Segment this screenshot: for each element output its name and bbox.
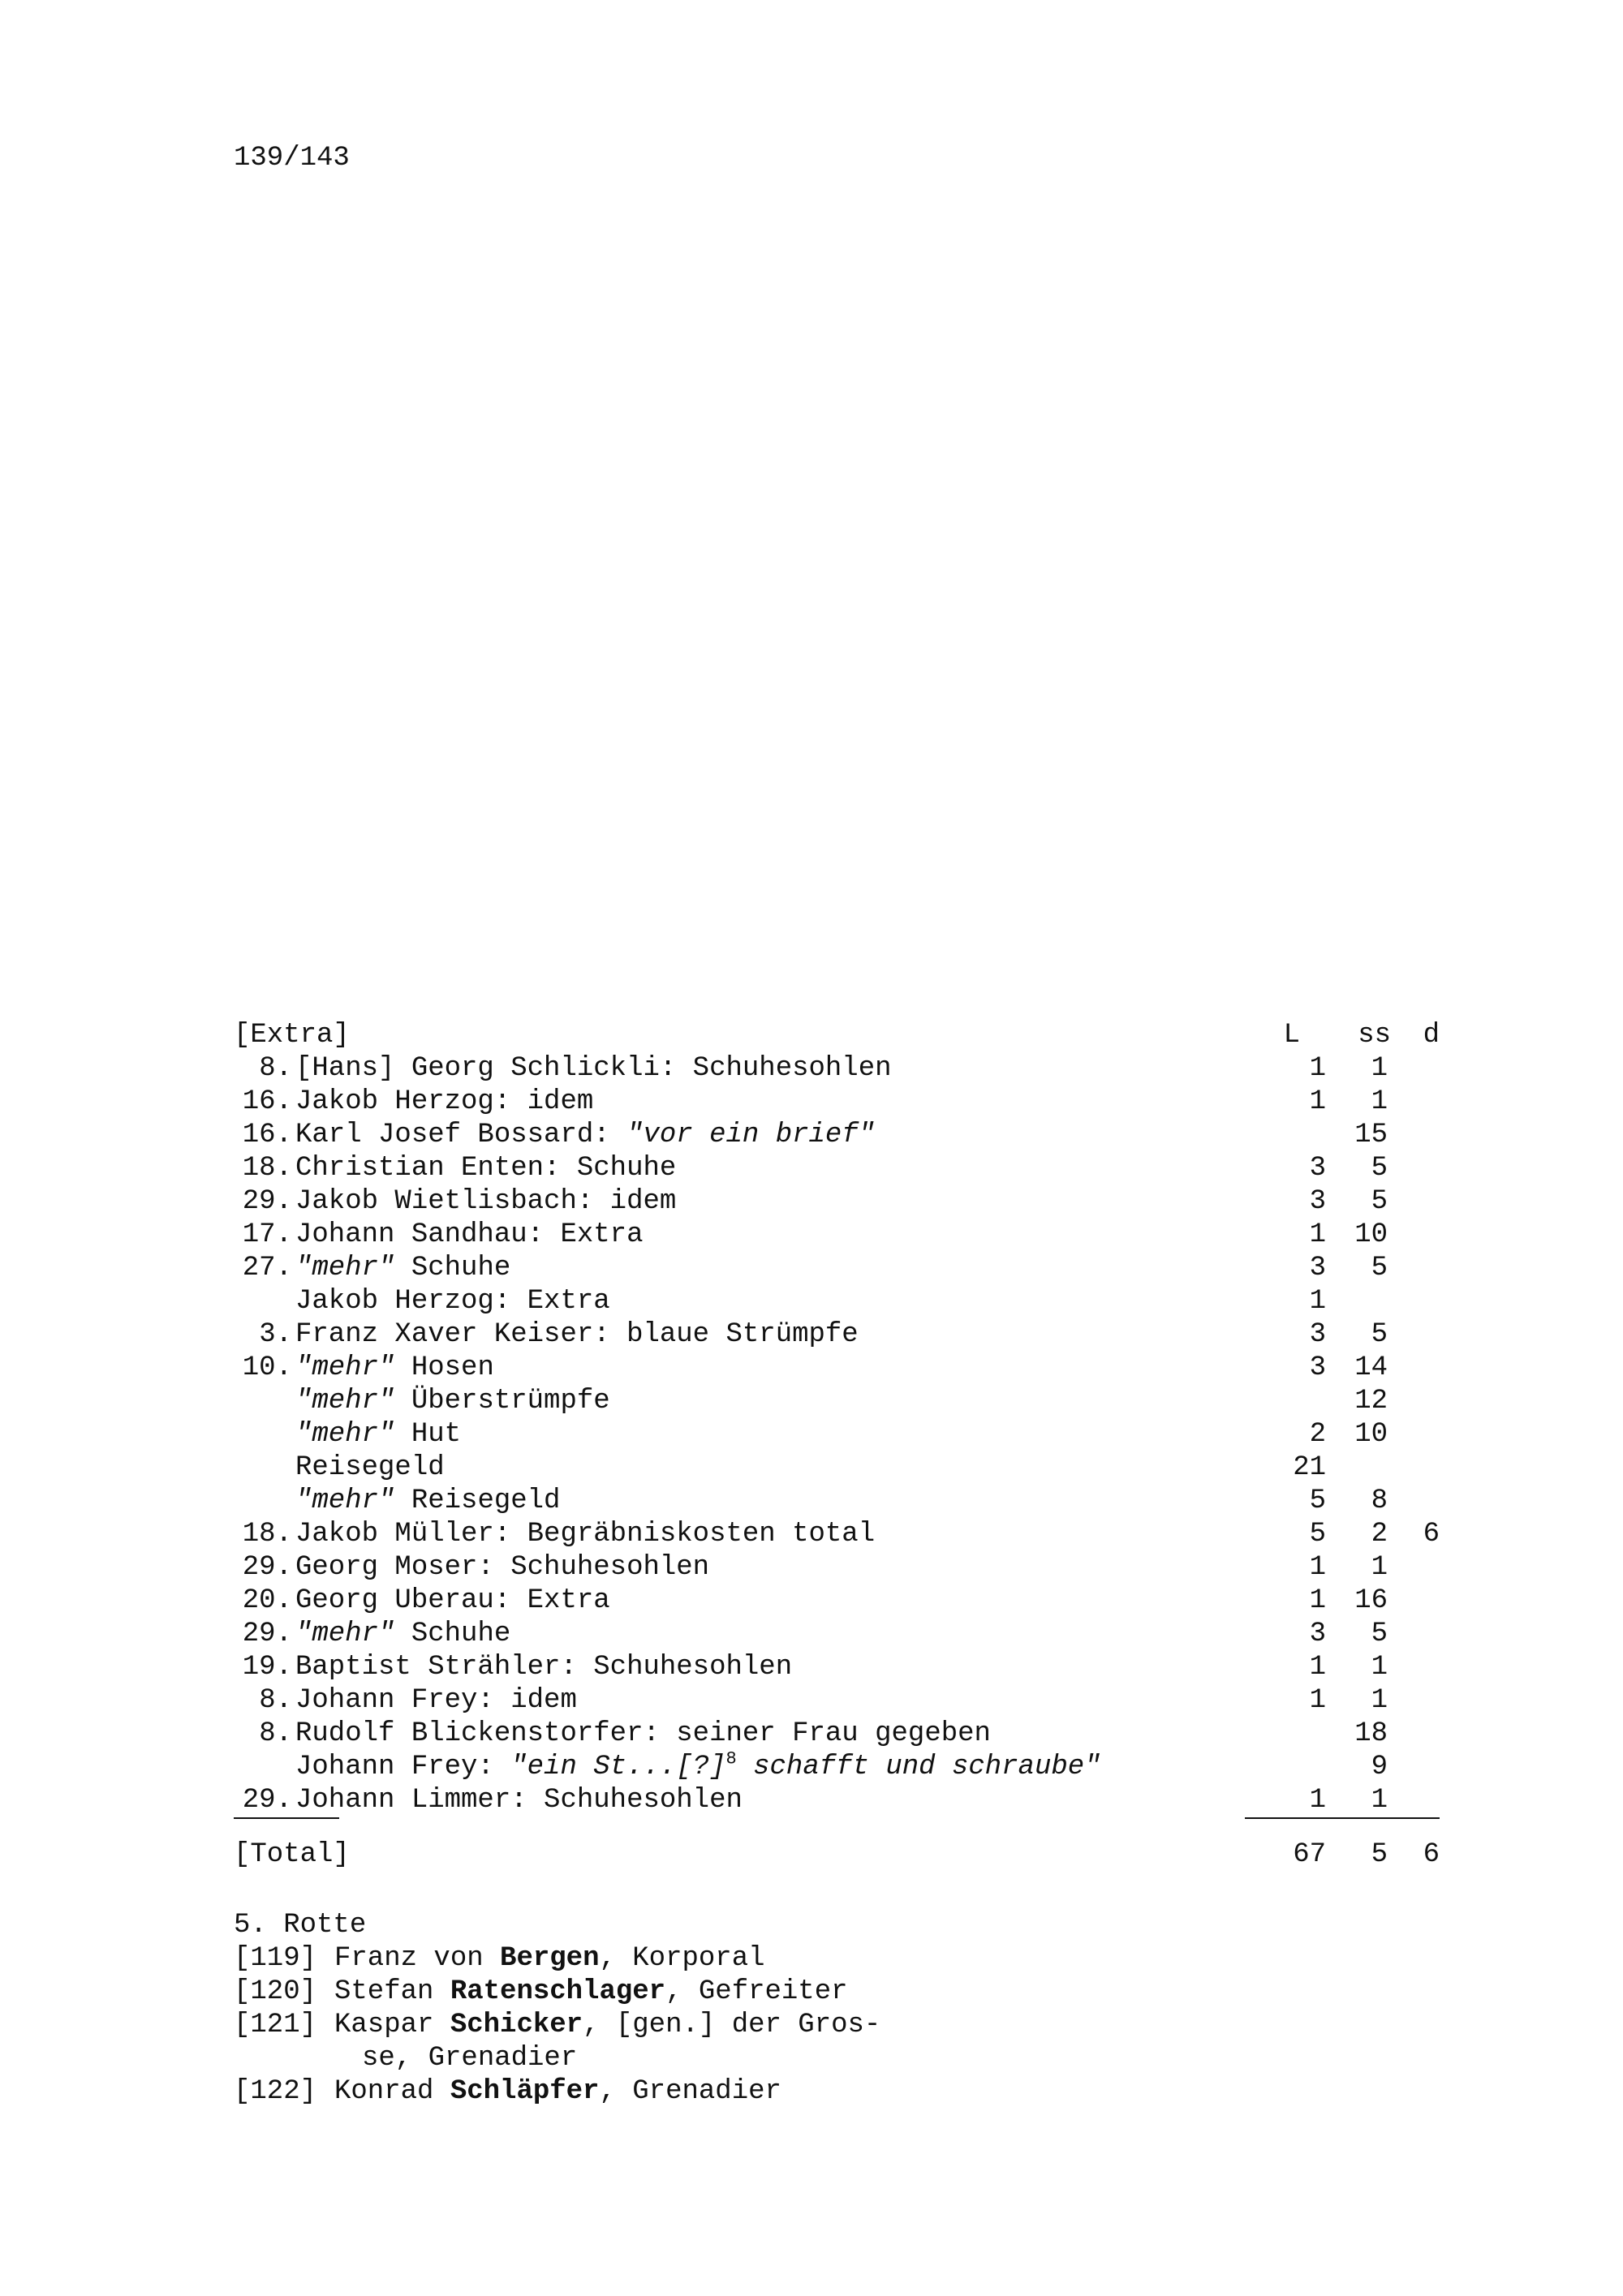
row-L: 1: [1309, 1219, 1326, 1250]
row-day: 3.: [259, 1319, 292, 1350]
row-L: 3: [1309, 1186, 1326, 1217]
description-text: Johann Sandhau: Extra: [295, 1219, 644, 1250]
ledger-row: [234, 1651, 1440, 1684]
row-L: 1: [1309, 1286, 1326, 1317]
row-ss: 9: [1371, 1752, 1388, 1782]
quoted-text: "mehr": [295, 1486, 395, 1516]
row-ss: 16: [1354, 1585, 1388, 1616]
row-description: [295, 1185, 676, 1219]
footnote-marker: 8: [725, 1748, 737, 1769]
row-day: 18.: [242, 1153, 292, 1184]
row-day: 29.: [242, 1186, 292, 1217]
rotte-member: [234, 2075, 1146, 2109]
description-text: Jakob Herzog: Extra: [295, 1286, 610, 1317]
member-number: [119]: [234, 1943, 317, 1974]
row-ss: 5: [1371, 1319, 1388, 1350]
member-rank: , Korporal: [599, 1943, 765, 1974]
row-L: 3: [1309, 1153, 1326, 1184]
ledger-row: [234, 1219, 1440, 1252]
ledger-row: [234, 1152, 1440, 1185]
row-ss: 1: [1371, 1053, 1388, 1084]
row-L: 5: [1309, 1486, 1326, 1516]
member-surname: Bergen: [500, 1943, 600, 1974]
row-L: 3: [1309, 1619, 1326, 1649]
member-surname: Schläpfer: [450, 2076, 600, 2107]
member-first-name: Kaspar: [334, 2010, 450, 2040]
column-header-ss: ss: [1358, 1020, 1391, 1051]
column-header-L: L: [1283, 1020, 1300, 1051]
member-entry: [334, 1942, 1146, 1976]
row-ss: 1: [1371, 1785, 1388, 1816]
ledger-header: [234, 1019, 1440, 1052]
ledger-row: [234, 1584, 1440, 1618]
member-number: [122]: [234, 2076, 317, 2107]
total-rule: [234, 1817, 1440, 1822]
rotte-member: [234, 1976, 1146, 2009]
row-day: 17.: [242, 1219, 292, 1250]
member-entry: [334, 2009, 1146, 2075]
quoted-text: "mehr": [295, 1352, 395, 1383]
row-day: 20.: [242, 1585, 292, 1616]
description-text: Christian Enten: Schuhe: [295, 1153, 677, 1184]
row-description: [295, 1385, 610, 1418]
row-ss: 5: [1371, 1253, 1388, 1283]
row-ss: 1: [1371, 1552, 1388, 1583]
member-number: [120]: [234, 1976, 317, 2007]
total-rule-left: [234, 1817, 339, 1819]
row-ss: 2: [1371, 1519, 1388, 1550]
row-ss: 12: [1354, 1386, 1388, 1417]
description-text: Reisegeld: [394, 1486, 561, 1516]
ledger-row: [234, 1285, 1440, 1318]
row-d: 6: [1423, 1519, 1440, 1550]
member-number: [121]: [234, 2010, 317, 2040]
row-day: 29.: [242, 1552, 292, 1583]
ledger-row: [234, 1185, 1440, 1219]
row-L: 1: [1309, 1652, 1326, 1683]
row-description: [295, 1152, 676, 1185]
row-description: [295, 1219, 643, 1252]
description-text: Johann Limmer: Schuhesohlen: [295, 1785, 743, 1816]
rotte-title: 5. Rotte: [234, 1910, 367, 1941]
row-day: 8.: [259, 1053, 292, 1084]
row-description: [295, 1285, 610, 1318]
rotte-member: [234, 1942, 1146, 1976]
ledger-row: [234, 1052, 1440, 1086]
ledger-row: [234, 1718, 1440, 1751]
row-ss: 10: [1354, 1219, 1388, 1250]
row-description: [295, 1052, 892, 1086]
quoted-text: "mehr": [295, 1619, 395, 1649]
row-ss: 14: [1354, 1352, 1388, 1383]
row-L: 3: [1309, 1352, 1326, 1383]
row-day: 16.: [242, 1120, 292, 1150]
row-description: [295, 1784, 743, 1817]
member-surname: Ratenschlager: [450, 1976, 666, 2007]
description-text: Franz Xaver Keiser: blaue Strümpfe: [295, 1319, 859, 1350]
ledger-row: [234, 1551, 1440, 1584]
row-ss: 18: [1354, 1718, 1388, 1749]
quoted-text: "ein St...[?]: [510, 1752, 726, 1782]
row-description: [295, 1418, 461, 1451]
member-surname: Schicker: [450, 2010, 583, 2040]
description-text: Schuhe: [394, 1619, 511, 1649]
total-rule-right: [1245, 1817, 1440, 1819]
row-description: [295, 1119, 875, 1152]
row-L: 1: [1309, 1086, 1326, 1117]
ledger-row: [234, 1119, 1440, 1152]
description-text: Hut: [394, 1419, 462, 1450]
ledger-row: [234, 1252, 1440, 1285]
row-description: [295, 1485, 560, 1518]
member-entry: [334, 2075, 1146, 2109]
row-description: [295, 1086, 593, 1119]
row-ss: 8: [1371, 1486, 1388, 1516]
description-text: Georg Uberau: Extra: [295, 1585, 610, 1616]
ledger-row: [234, 1451, 1440, 1485]
member-rank: , Grenadier: [599, 2076, 781, 2107]
member-first-name: Franz von: [334, 1943, 501, 1974]
member-rank: , Gefreiter: [665, 1976, 848, 2007]
description-text: Johann Frey: idem: [295, 1685, 577, 1716]
row-description: [295, 1518, 875, 1551]
member-rank: , [gen.] der Gros-: [583, 2010, 881, 2040]
member-first-name: Stefan: [334, 1976, 450, 2007]
description-text: Karl Josef Bossard:: [295, 1120, 627, 1150]
total-ss: 5: [1371, 1839, 1388, 1870]
row-L: 5: [1309, 1519, 1326, 1550]
row-day: 8.: [259, 1718, 292, 1749]
rotte-members: [234, 1942, 1146, 2109]
description-text: Überstrümpfe: [394, 1386, 610, 1417]
description-text: [Hans] Georg Schlickli: Schuhesohlen: [295, 1053, 892, 1084]
row-day: 19.: [242, 1652, 292, 1683]
row-description: [295, 1551, 709, 1584]
quoted-text: schafft und schraube": [736, 1752, 1101, 1782]
description-text: Baptist Strähler: Schuhesohlen: [295, 1652, 793, 1683]
ledger-row: [234, 1318, 1440, 1352]
member-continuation: se, Grenadier: [362, 2043, 578, 2074]
row-ss: 15: [1354, 1120, 1388, 1150]
description-text: Jakob Herzog: idem: [295, 1086, 594, 1117]
row-L: 1: [1309, 1585, 1326, 1616]
row-description: [295, 1718, 991, 1751]
member-entry: [334, 1976, 1146, 2009]
ledger-row: [234, 1086, 1440, 1119]
row-day: 27.: [242, 1253, 292, 1283]
row-description: [295, 1318, 859, 1352]
ledger-row: [234, 1485, 1440, 1518]
description-text: Schuhe: [394, 1253, 511, 1283]
ledger-row: [234, 1418, 1440, 1451]
row-L: 21: [1293, 1452, 1326, 1483]
row-ss: 5: [1371, 1186, 1388, 1217]
row-description: [295, 1618, 510, 1651]
row-ss: 5: [1371, 1153, 1388, 1184]
row-L: 1: [1309, 1053, 1326, 1084]
ledger-row: [234, 1684, 1440, 1718]
ledger-row: [234, 1385, 1440, 1418]
row-L: 2: [1309, 1419, 1326, 1450]
quoted-text: "mehr": [295, 1419, 395, 1450]
row-L: 1: [1309, 1785, 1326, 1816]
row-day: 18.: [242, 1519, 292, 1550]
row-L: 1: [1309, 1552, 1326, 1583]
description-text: Johann Frey:: [295, 1752, 511, 1782]
row-description: [295, 1451, 445, 1485]
ledger-row: [234, 1518, 1440, 1551]
total-L: 67: [1293, 1839, 1326, 1870]
section-label: [Extra]: [234, 1020, 350, 1051]
row-ss: 10: [1354, 1419, 1388, 1450]
row-description: [295, 1651, 792, 1684]
row-description: [295, 1252, 510, 1285]
ledger-row: [234, 1618, 1440, 1651]
row-description: [295, 1352, 494, 1385]
description-text: Georg Moser: Schuhesohlen: [295, 1552, 710, 1583]
ledger-rows: [234, 1052, 1440, 1817]
row-day: 8.: [259, 1685, 292, 1716]
description-text: Rudolf Blickenstorfer: seiner Frau gegeben: [295, 1718, 991, 1749]
row-ss: 1: [1371, 1685, 1388, 1716]
row-day: 29.: [242, 1619, 292, 1649]
row-ss: 1: [1371, 1086, 1388, 1117]
description-text: Reisegeld: [295, 1452, 445, 1483]
row-description: [295, 1684, 577, 1718]
row-description: [295, 1584, 610, 1618]
rotte-section: [234, 1909, 1146, 2109]
column-header-d: d: [1423, 1020, 1440, 1051]
row-L: 3: [1309, 1253, 1326, 1283]
description-text: Jakob Müller: Begräbniskosten total: [295, 1519, 876, 1550]
description-text: Hosen: [394, 1352, 494, 1383]
row-day: 16.: [242, 1086, 292, 1117]
rotte-member: [234, 2009, 1146, 2075]
row-ss: 5: [1371, 1619, 1388, 1649]
quoted-text: "mehr": [295, 1253, 395, 1283]
total-d: 6: [1423, 1839, 1440, 1870]
row-ss: 1: [1371, 1652, 1388, 1683]
quoted-text: "vor ein brief": [626, 1120, 876, 1150]
ledger-row: [234, 1784, 1440, 1817]
total-label: [Total]: [234, 1839, 350, 1870]
ledger-row: [234, 1352, 1440, 1385]
row-day: 10.: [242, 1352, 292, 1383]
total-row: [234, 1838, 1440, 1872]
page-number: 139/143: [234, 143, 350, 174]
row-description: [295, 1748, 1101, 1784]
ledger-table: [234, 1019, 1440, 1872]
ledger-row: [234, 1748, 1440, 1784]
row-day: 29.: [242, 1785, 292, 1816]
row-L: 3: [1309, 1319, 1326, 1350]
quoted-text: "mehr": [295, 1386, 395, 1417]
description-text: Jakob Wietlisbach: idem: [295, 1186, 677, 1217]
member-first-name: Konrad: [334, 2076, 450, 2107]
row-L: 1: [1309, 1685, 1326, 1716]
